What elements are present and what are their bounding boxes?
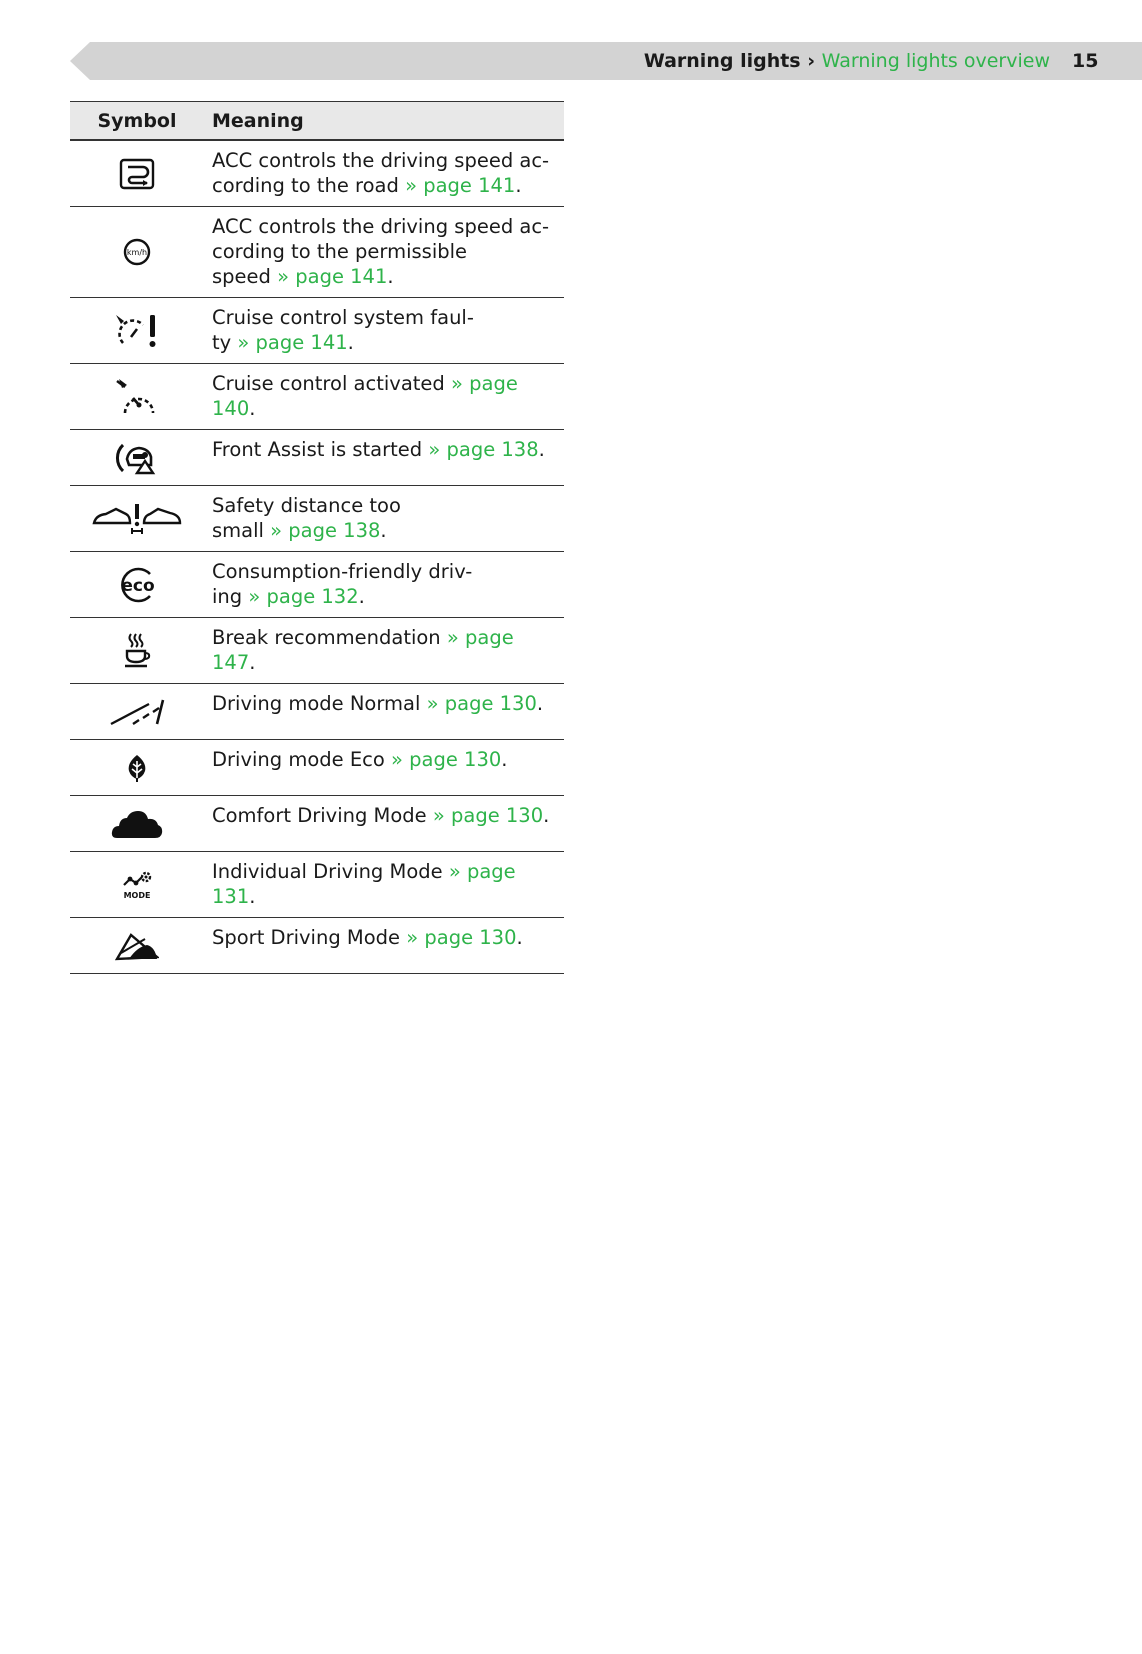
meaning-text: Driving mode Normal <box>212 692 421 715</box>
road-normal-icon <box>109 698 165 726</box>
meaning-text: ing <box>212 585 243 608</box>
punctuation: . <box>387 265 394 288</box>
eco-icon <box>116 566 158 604</box>
page-link[interactable]: » page 130 <box>432 804 544 827</box>
punctuation: . <box>380 519 387 542</box>
page-number: 15 <box>1072 50 1099 72</box>
table-header-row <box>70 102 564 141</box>
page-link[interactable]: » page 141 <box>277 265 388 288</box>
meaning-text: Front Assist is started <box>212 438 423 461</box>
breadcrumb-separator: › <box>800 50 822 72</box>
acc-speed-limit-icon <box>121 236 153 268</box>
meaning-text: cording to the road <box>212 174 399 197</box>
meaning-text: ACC controls the driving speed ac- <box>212 149 550 172</box>
safety-distance-icon <box>92 503 182 535</box>
page-link[interactable]: » page 141 <box>405 174 516 197</box>
page-link[interactable]: » page 138 <box>270 519 381 542</box>
punctuation: . <box>543 804 550 827</box>
punctuation: . <box>536 692 544 715</box>
page-link[interactable]: » page 140 <box>212 372 518 420</box>
meaning-text: Break recommendation <box>212 626 441 649</box>
cruise-control-active-icon <box>115 377 159 417</box>
table-row <box>70 918 564 974</box>
table-row <box>70 298 564 364</box>
page-link[interactable]: » page 130 <box>406 926 517 949</box>
meaning-text: Driving mode Eco <box>212 748 385 771</box>
table-row <box>70 796 564 852</box>
page-link[interactable]: » page 132 <box>248 585 359 608</box>
table-row <box>70 140 564 207</box>
table-row <box>70 684 564 740</box>
punctuation: . <box>501 748 508 771</box>
page-link[interactable]: » page 138 <box>428 438 539 461</box>
meaning-text: Comfort Driving Mode <box>212 804 427 827</box>
punctuation: . <box>347 331 354 354</box>
punctuation: . <box>249 651 256 674</box>
punctuation: . <box>358 585 365 608</box>
meaning-text: ty <box>212 331 232 354</box>
cloud-icon <box>111 808 163 840</box>
meaning-text: Cruise control system faul- <box>212 306 474 329</box>
punctuation: . <box>249 397 256 420</box>
page-link[interactable]: » page 130 <box>426 692 537 715</box>
meaning-text: speed <box>212 265 271 288</box>
table-row <box>70 618 564 684</box>
punctuation: . <box>538 438 545 461</box>
meaning-text: Individual Driving Mode <box>212 860 443 883</box>
meaning-text: Cruise control activated <box>212 372 445 395</box>
column-header-symbol: Symbol <box>70 102 204 141</box>
table-row <box>70 430 564 486</box>
table-row <box>70 552 564 618</box>
punctuation: . <box>249 885 256 908</box>
breadcrumb <box>644 47 1050 75</box>
meaning-text: Safety distance too <box>212 494 401 517</box>
page-link[interactable]: » page 141 <box>237 331 348 354</box>
mode-label: MODE <box>123 890 151 900</box>
meaning-text: Consumption-friendly driv- <box>212 560 473 583</box>
punctuation: . <box>516 926 523 949</box>
svg-text:km/h: km/h <box>126 248 148 257</box>
table-row <box>70 852 564 918</box>
punctuation: . <box>515 174 522 197</box>
table-row <box>70 364 564 430</box>
svg-text:eco: eco <box>121 575 155 596</box>
front-assist-icon <box>115 439 159 477</box>
cruise-control-fault-icon <box>113 311 161 351</box>
meaning-text: small <box>212 519 264 542</box>
column-header-meaning: Meaning <box>204 102 564 141</box>
table-row <box>70 207 564 298</box>
breadcrumb-section[interactable]: Warning lights <box>643 50 801 72</box>
breadcrumb-subsection[interactable]: Warning lights overview <box>821 50 1050 72</box>
mode-individual-icon <box>120 869 154 901</box>
table-row <box>70 486 564 552</box>
coffee-cup-icon <box>121 632 153 670</box>
acc-road-icon <box>119 158 155 190</box>
leaf-icon <box>125 753 149 783</box>
meaning-text: cording to the permissible <box>212 240 468 263</box>
page-link[interactable]: » page 130 <box>391 748 502 771</box>
table-row <box>70 740 564 796</box>
page-link[interactable]: » page 131 <box>212 860 516 908</box>
meaning-text: ACC controls the driving speed ac- <box>212 215 550 238</box>
page-link[interactable]: » page 147 <box>212 626 514 674</box>
meaning-text: Sport Driving Mode <box>212 926 401 949</box>
sport-road-icon <box>115 931 159 961</box>
warning-lights-table <box>70 101 564 974</box>
